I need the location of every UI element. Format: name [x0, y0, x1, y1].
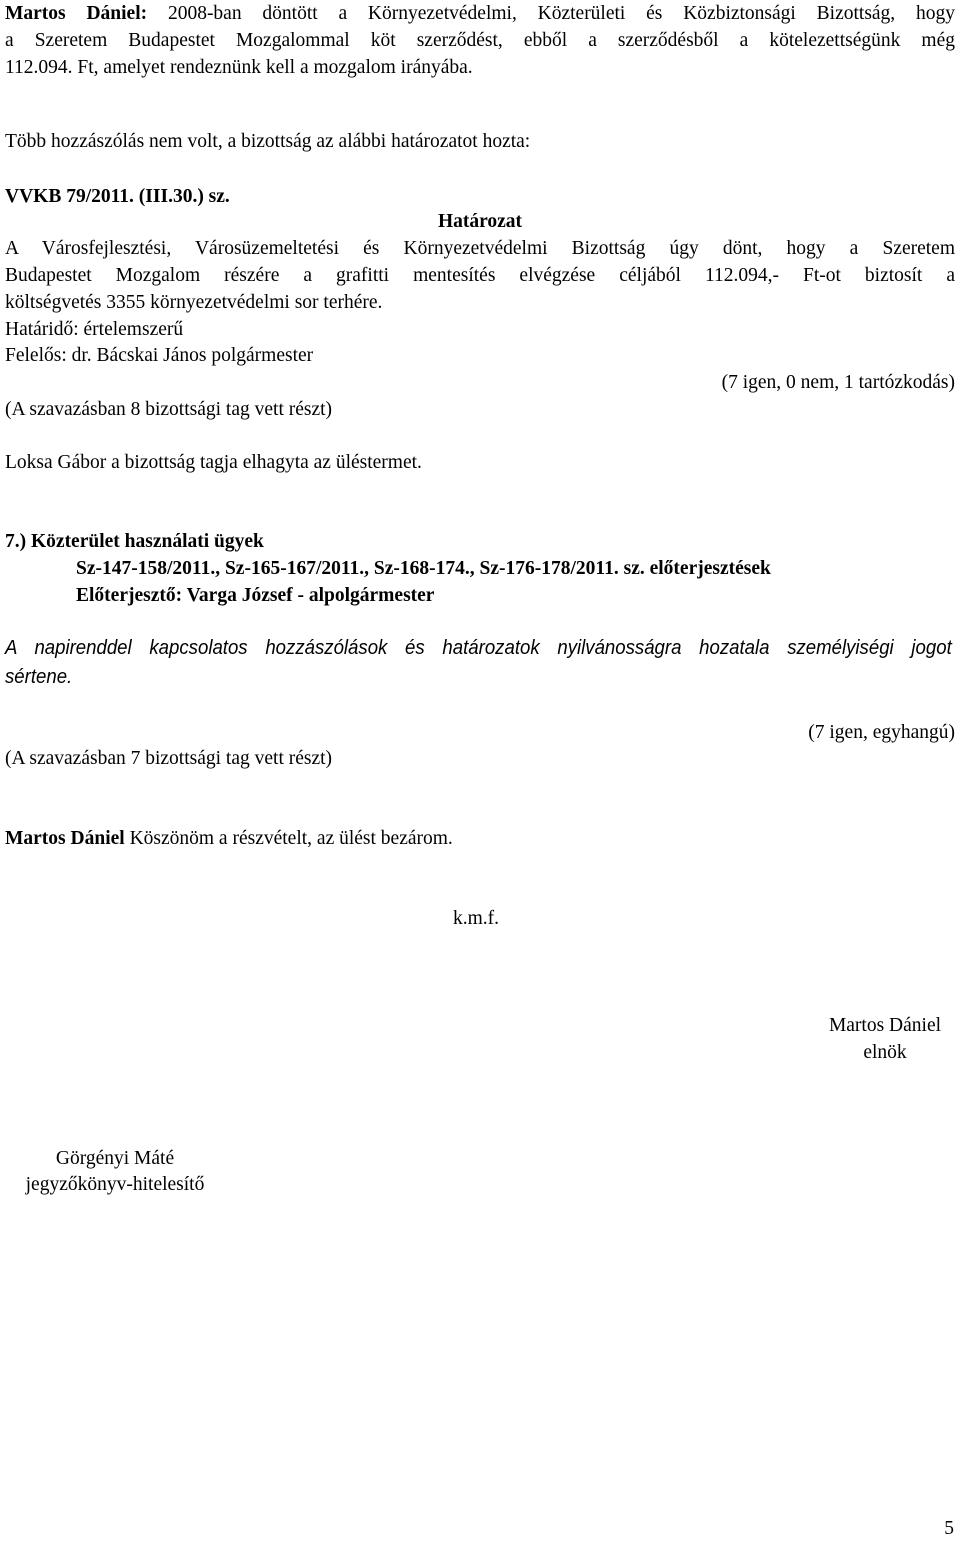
intro-speaker: Martos Dániel: [5, 3, 148, 24]
leaving-note: Loksa Gábor a bizottság tagja elhagyta az üléstermet. [5, 452, 422, 473]
page-number: 5 [944, 1518, 954, 1539]
agenda-item-title: 7.) Közterület használati ügyek [5, 531, 264, 552]
resolution-number: VVKB 79/2011. (III.30.) sz. [5, 186, 230, 207]
resolution-deadline: Határidő: értelemszerű [5, 319, 184, 340]
privacy-line-2: sértene. [5, 666, 73, 688]
agenda-item-cases: Sz-147-158/2011., Sz-165-167/2011., Sz-168-174., Sz-176-178/2011. sz. előterjesztések [76, 558, 771, 579]
intro-line-2: a Szeretem Budapestet Mozgalommal köt szerződést, ebből a szerződésből a kötelezettségünk még [5, 30, 955, 51]
signature-chair-role: elnök [863, 1042, 907, 1063]
resolution-body-line-1: A Városfejlesztési, Városüzemeltetési és Környezetvédelmi Bizottság úgy dönt, hogy a Szeretem [5, 238, 955, 259]
privacy-note [5, 634, 955, 692]
vote2-result: (7 igen, egyhangú) [808, 722, 955, 743]
resolution-body-line-3: költségvetés 3355 környezetvédelmi sor terhére. [5, 292, 383, 313]
resolution-body [5, 235, 955, 316]
resolution-vote-result: (7 igen, 0 nem, 1 tartózkodás) [721, 372, 955, 393]
kmf: k.m.f. [453, 908, 500, 929]
intro-line-3: 112.094. Ft, amelyet rendeznünk kell a mozgalom irányába. [5, 57, 473, 78]
privacy-line-1: A napirenddel kapcsolatos hozzászólások és határozatok nyilvánosságra hozatala személyiségi jogot [5, 637, 952, 659]
resolution-body-line-2: Budapestet Mozgalom részére a grafitti mentesítés elvégzése céljából 112.094,- Ft-ot biztosít a [5, 265, 955, 286]
vote2-participants: (A szavazásban 7 bizottsági tag vett részt) [5, 748, 333, 769]
signature-chair-name: Martos Dániel [828, 1015, 942, 1036]
no-more-comments: Több hozzászólás nem volt, a bizottság az alábbi határozatot hozta: [5, 131, 531, 152]
signature-authenticator-name: Görgényi Máté [55, 1148, 175, 1169]
resolution-heading: Határozat [437, 211, 523, 232]
closing-line [5, 825, 955, 852]
signature-authenticator-role: jegyzőkönyv-hitelesítő [25, 1174, 205, 1195]
intro-line-1-text: 2008-ban döntött a Környezetvédelmi, Közterületi és Közbiztonsági Bizottság, hogy [167, 3, 955, 24]
closing-text: Köszönöm a részvételt, az ülést bezárom. [129, 828, 453, 849]
privacy-note-text [5, 634, 952, 692]
resolution-participants: (A szavazásban 8 bizottsági tag vett részt) [5, 399, 333, 420]
intro-line-1 [5, 0, 955, 27]
resolution-responsible: Felelős: dr. Bácskai János polgármester [5, 345, 314, 366]
intro-paragraph [5, 0, 955, 81]
agenda-item-presenter: Előterjesztő: Varga József - alpolgármester [76, 585, 435, 606]
closing-speaker: Martos Dániel [5, 828, 125, 849]
